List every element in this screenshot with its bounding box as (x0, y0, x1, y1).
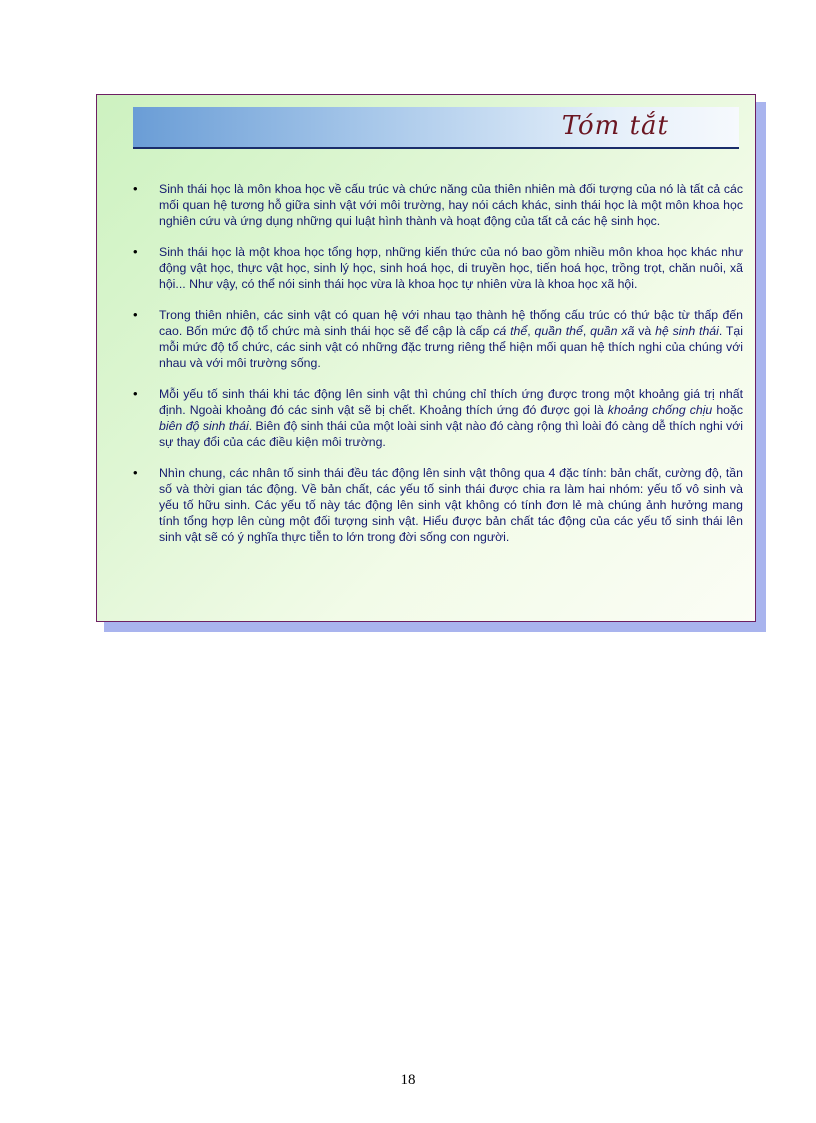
bullet-icon: • (133, 181, 138, 196)
term-quan-the: quần thể (534, 324, 583, 338)
page-number: 18 (400, 1072, 416, 1088)
term-quan-xa: quần xã (590, 324, 635, 338)
text-separator: , (527, 324, 535, 338)
text-separator: , (582, 324, 591, 338)
term-bien-do-sinh-thai: biên độ sinh thái (159, 419, 249, 433)
summary-item-text: . Tại mỗi mức độ tổ chức, các sinh vật có những đặc trưng riêng thể hiện mối quan hệ thích nghi của chúng với nhau và với môi trường sống. (159, 324, 744, 370)
summary-item-text: Sinh thái học là một khoa học tổng hợp, những kiến thức của nó bao gồm nhiều môn khoa học khác như động vật học, thực vật học, sinh lý học, sinh hoá học, di truyền học, tiến hoá học, trồng trọt, chăn nuôi, xã hội... Như vậy, có thể nói sinh thái học vừa là khoa học tự nhiên vừa là khoa học xã hội. (159, 245, 743, 291)
summary-list (125, 181, 743, 560)
summary-item-text: Nhìn chung, các nhân tố sinh thái đều tác động lên sinh vật thông qua 4 đặc tính: bản chất, cường độ, tần số và thời gian tác động. Về bản chất, các yếu tố sinh thái được chia ra làm hai nhóm: yếu tố vô sinh và yếu tố hữu sinh. Các yếu tố này tác động lên sinh vật không có tính đơn lẻ mà chúng ảnh hưởng mang tính tổng hợp lên cùng một đối tượng sinh vật. Hiểu được bản chất tác động của các yếu tố sinh thái lên sinh vật sẽ có ý nghĩa thực tiễn to lớn trong đời sống con người. (159, 466, 743, 544)
summary-box (96, 94, 756, 622)
bullet-icon: • (133, 386, 138, 401)
term-he-sinh-thai: hệ sinh thái (655, 324, 719, 338)
summary-item (125, 386, 743, 450)
term-ca-the: cá thể (493, 324, 528, 338)
summary-item-text: . Biên độ sinh thái của một loài sinh vật nào đó càng rộng thì loài đó càng dễ thích nghi với sự thay đổi của các điều kiện môi trường. (159, 419, 743, 449)
summary-title-bar (133, 107, 739, 149)
summary-item-text: Trong thiên nhiên, các sinh vật có quan hệ với nhau tạo thành hệ thống cấu trúc có thứ bậc từ thấp đến cao. Bốn mức độ tổ chức mà sinh thái học sẽ để cập là cấp (159, 308, 743, 338)
summary-item (125, 307, 743, 371)
summary-title: Tóm tắt (561, 111, 669, 141)
term-khoang-chong-chiu: khoảng chống chịu (607, 403, 713, 417)
bullet-icon: • (133, 307, 138, 322)
text-separator: và (634, 324, 656, 338)
summary-item (125, 244, 743, 292)
bullet-icon: • (133, 465, 138, 480)
bullet-icon: • (133, 244, 138, 259)
summary-item (125, 465, 743, 545)
text-separator: hoặc (712, 403, 743, 417)
summary-item (125, 181, 743, 229)
summary-item-text: Sinh thái học là môn khoa học về cấu trúc và chức năng của thiên nhiên mà đối tượng của nó là tất cả các mối quan hệ tương hỗ giữa sinh vật với môi trường, hay nói cách khác, sinh thái học là một môn khoa học nghiên cứu và ứng dụng những qui luật hình thành và hoạt động của tất cả các hệ sinh học. (159, 182, 743, 228)
summary-item-text: Mỗi yếu tố sinh thái khi tác động lên sinh vật thì chúng chỉ thích ứng được trong một khoảng giá trị nhất định. Ngoài khoảng đó các sinh vật sẽ bị chết. Khoảng thích ứng đó được gọi là (159, 387, 743, 417)
